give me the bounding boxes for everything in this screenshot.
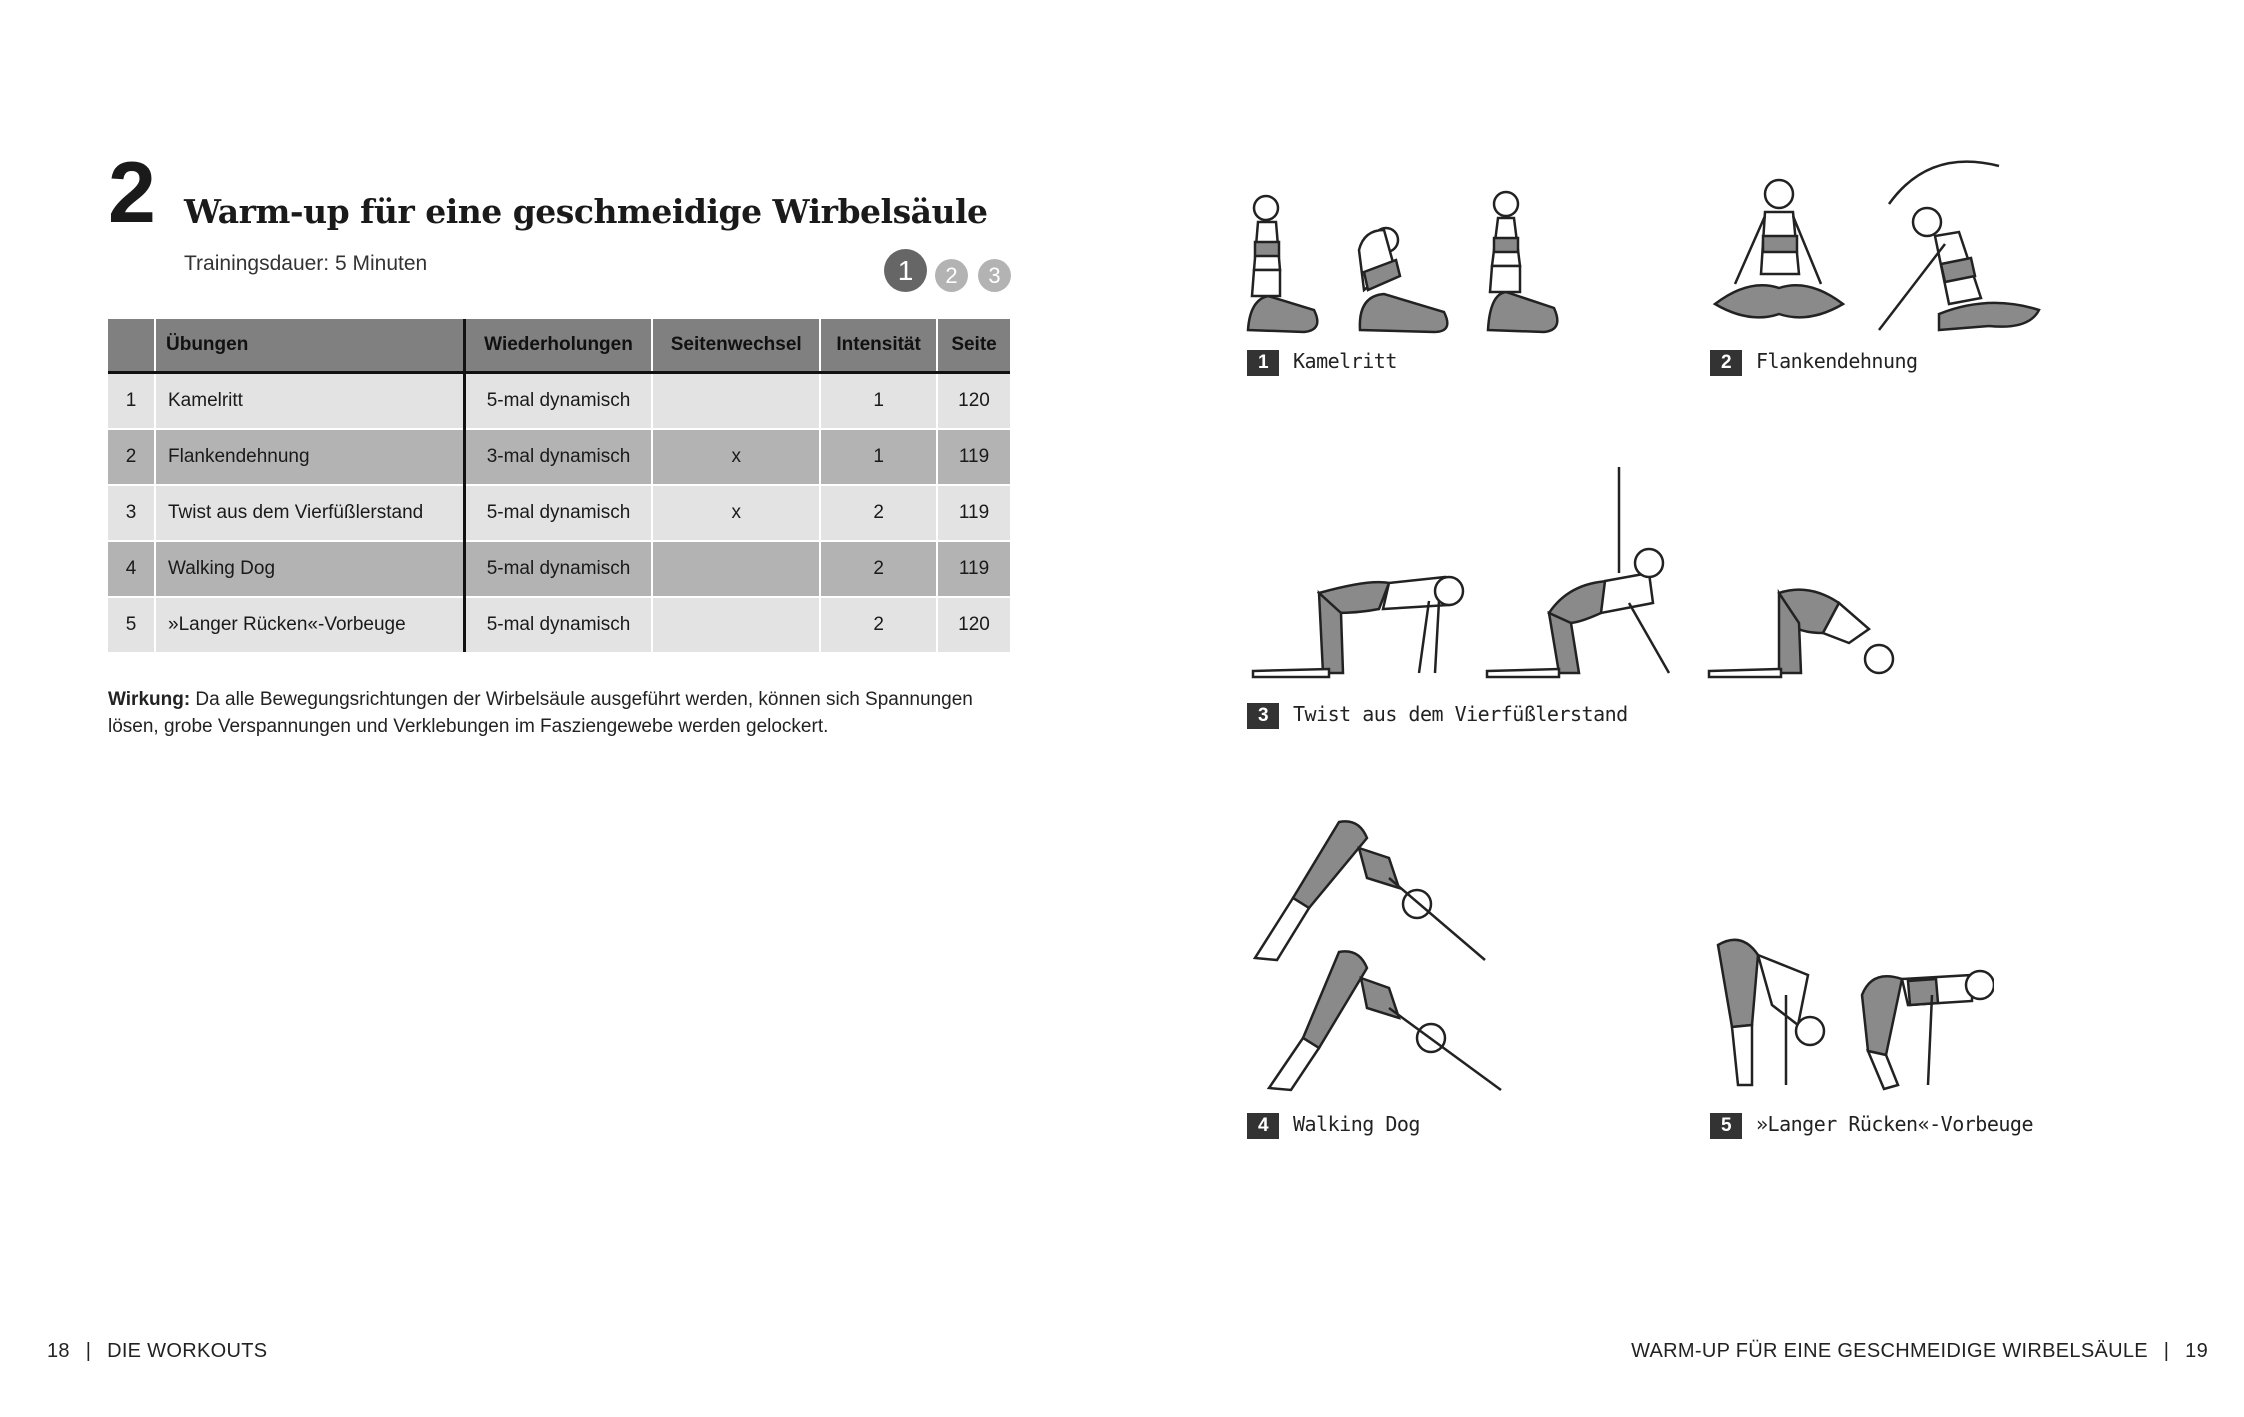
footer-separator: | <box>85 1340 92 1362</box>
table-row <box>108 597 1010 652</box>
intensity: 2 <box>820 485 937 541</box>
table-row <box>108 485 1010 541</box>
row-number: 3 <box>108 485 155 541</box>
intensity: 1 <box>820 429 937 485</box>
row-number: 4 <box>108 541 155 597</box>
page-number-right: 19 <box>2185 1340 2208 1362</box>
figure-thread-needle <box>1709 590 1893 677</box>
figure-meditation <box>1715 180 1843 317</box>
exercise-name: Twist aus dem Vierfüßlerstand <box>155 485 464 541</box>
side-switch <box>652 597 820 652</box>
repetitions: 5-mal dynamisch <box>464 373 652 430</box>
repetitions: 5-mal dynamisch <box>464 485 652 541</box>
page-ref: 120 <box>937 597 1010 652</box>
row-number: 2 <box>108 429 155 485</box>
caption-5 <box>1710 1112 2033 1139</box>
page-ref: 119 <box>937 429 1010 485</box>
figure-upright-2 <box>1488 192 1557 332</box>
col-exercises: Übungen <box>155 319 464 373</box>
page-ref: 119 <box>937 485 1010 541</box>
caption-number: 4 <box>1247 1113 1279 1139</box>
caption-number: 2 <box>1710 350 1742 376</box>
illustration-kamelritt <box>1244 190 1564 336</box>
level-1-badge: 1 <box>884 249 927 292</box>
section-number: 2 <box>108 145 154 241</box>
table-row <box>108 541 1010 597</box>
figure-rounded-back <box>1359 228 1447 332</box>
caption-text: Walking Dog <box>1293 1112 1420 1136</box>
effect-description: Da alle Bewegungsrichtungen der Wirbelsäule ausgeführt werden, können sich Spannungen lösen, grobe Verspannungen und Verklebungen im Fasziengewebe werden gelockert. <box>108 689 973 737</box>
side-switch <box>652 541 820 597</box>
figure-flat-back <box>1862 971 1994 1089</box>
intensity: 2 <box>820 597 937 652</box>
illustration-twist <box>1249 463 1909 689</box>
footer-right <box>1631 1340 2208 1363</box>
figure-upright-1 <box>1248 196 1317 332</box>
effect-label: Wirkung: <box>108 689 191 710</box>
caption-text: Twist aus dem Vierfüßlerstand <box>1293 702 1628 726</box>
training-duration: Trainingsdauer: 5 Minuten <box>184 252 428 275</box>
page-title: Warm-up für eine geschmeidige Wirbelsäule <box>184 192 988 231</box>
exercise-table <box>108 319 1010 652</box>
col-nr <box>108 319 155 373</box>
col-intensity: Intensität <box>820 319 937 373</box>
col-page: Seite <box>937 319 1010 373</box>
side-switch: x <box>652 485 820 541</box>
illustration-forward-bend <box>1712 935 1994 1095</box>
table-header-row <box>108 319 1010 373</box>
effect-text <box>108 686 1028 740</box>
caption-3 <box>1247 702 1628 729</box>
exercise-name: Flankendehnung <box>155 429 464 485</box>
section-name-right: WARM-UP FÜR EINE GESCHMEIDIGE WIRBELSÄULE <box>1631 1340 2148 1362</box>
figure-deep-bend <box>1718 940 1824 1085</box>
table-row <box>108 373 1010 430</box>
repetitions: 5-mal dynamisch <box>464 541 652 597</box>
col-side-switch: Seitenwechsel <box>652 319 820 373</box>
caption-text: »Langer Rücken«-Vorbeuge <box>1756 1112 2033 1136</box>
footer-separator: | <box>2163 1340 2170 1362</box>
table-row <box>108 429 1010 485</box>
caption-text: Kamelritt <box>1293 349 1397 373</box>
side-switch: x <box>652 429 820 485</box>
figure-twist-arm-up <box>1487 467 1669 677</box>
row-number: 5 <box>108 597 155 652</box>
row-number: 1 <box>108 373 155 430</box>
repetitions: 5-mal dynamisch <box>464 597 652 652</box>
caption-4 <box>1247 1112 1420 1139</box>
intensity: 1 <box>820 373 937 430</box>
illustration-walking-dog <box>1249 818 1509 1096</box>
figure-down-dog-2 <box>1269 951 1501 1090</box>
exercise-name: Walking Dog <box>155 541 464 597</box>
caption-number: 1 <box>1247 350 1279 376</box>
caption-2 <box>1710 349 1918 376</box>
caption-1 <box>1247 349 1397 376</box>
page-ref: 119 <box>937 541 1010 597</box>
section-name-left: DIE WORKOUTS <box>107 1340 268 1362</box>
figure-side-bend <box>1879 162 2039 330</box>
exercise-name: »Langer Rücken«-Vorbeuge <box>155 597 464 652</box>
level-3-badge: 3 <box>978 259 1011 292</box>
col-repetitions: Wiederholungen <box>464 319 652 373</box>
figure-down-dog-1 <box>1255 821 1485 960</box>
exercise-name: Kamelritt <box>155 373 464 430</box>
caption-number: 5 <box>1710 1113 1742 1139</box>
intensity: 2 <box>820 541 937 597</box>
footer-left <box>47 1340 267 1363</box>
page-ref: 120 <box>937 373 1010 430</box>
illustration-flankendehnung <box>1709 154 2045 336</box>
figure-all-fours <box>1253 577 1463 677</box>
side-switch <box>652 373 820 430</box>
page-number-left: 18 <box>47 1340 70 1362</box>
repetitions: 3-mal dynamisch <box>464 429 652 485</box>
caption-text: Flankendehnung <box>1756 349 1918 373</box>
caption-number: 3 <box>1247 703 1279 729</box>
level-2-badge: 2 <box>935 259 968 292</box>
